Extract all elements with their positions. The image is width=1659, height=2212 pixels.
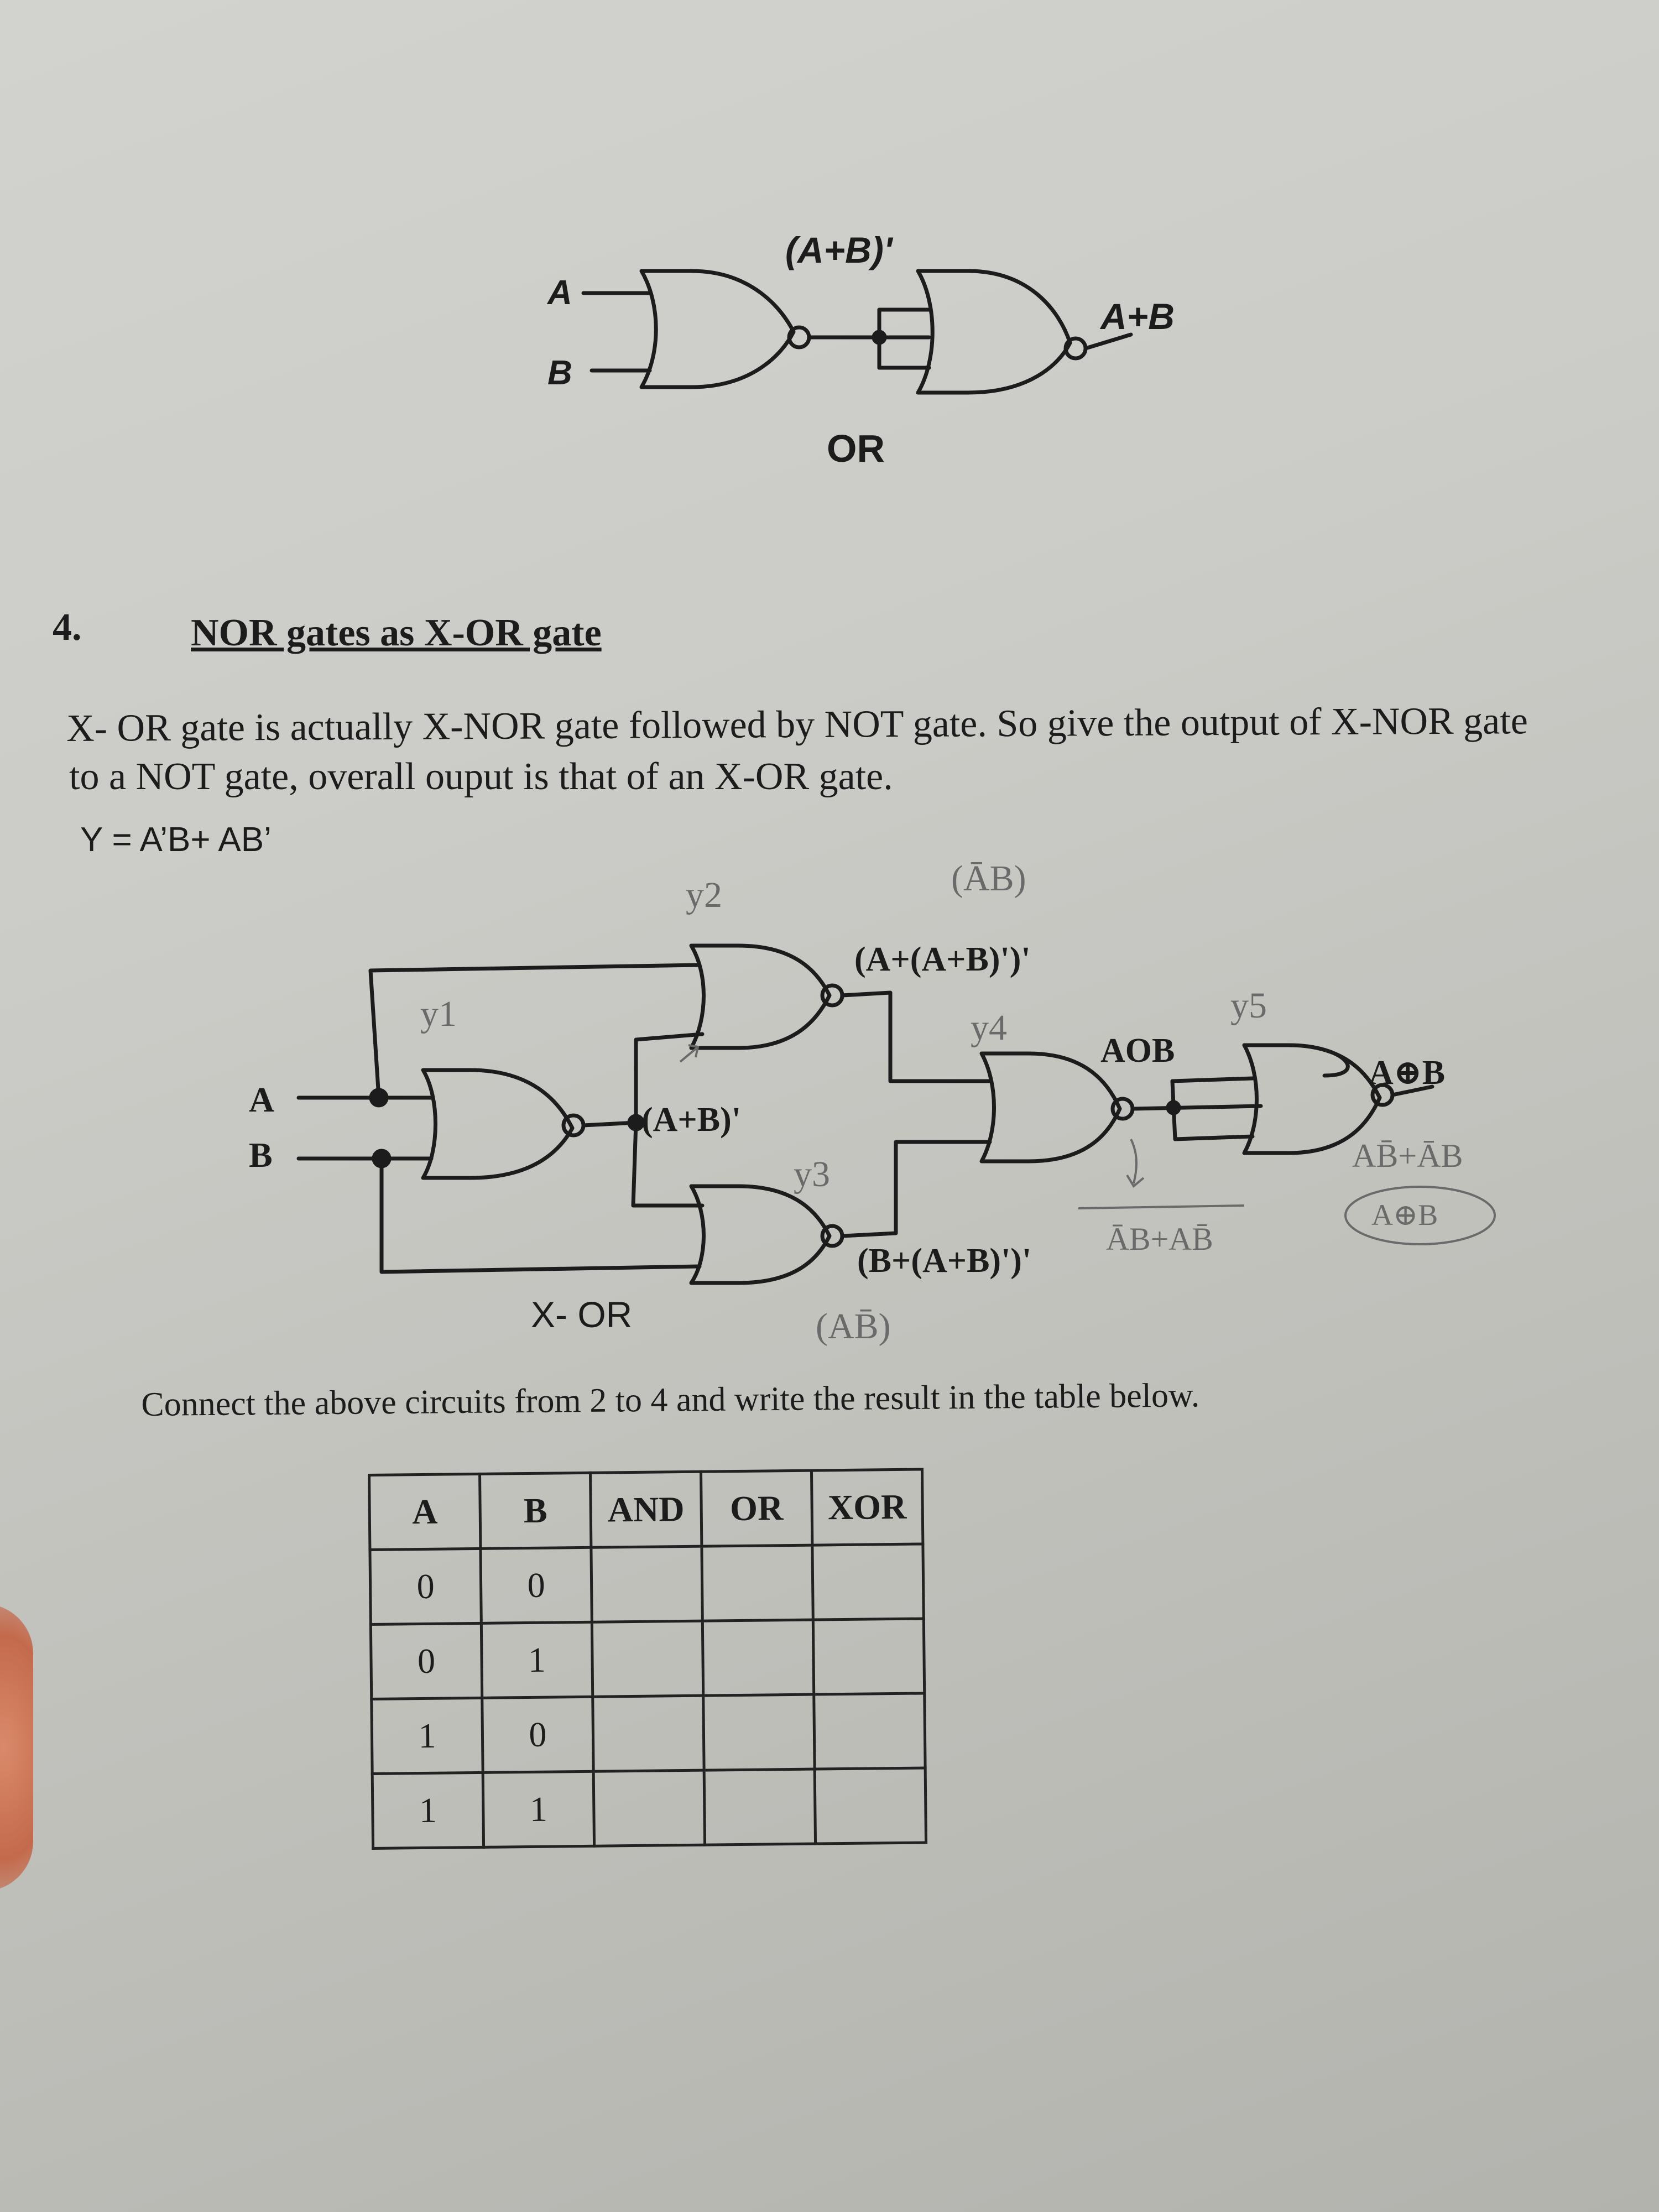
top-nor-gate-1 — [641, 271, 794, 387]
nor-gate-3 — [691, 1186, 830, 1283]
xor-caption: X- OR — [531, 1294, 633, 1335]
gate1-bubble — [564, 1115, 583, 1135]
table-header-cell: XOR — [811, 1469, 922, 1545]
table-cell — [815, 1768, 926, 1844]
table-row — [372, 1768, 926, 1848]
paragraph-line-1: X- OR gate is actually X-NOR gate followed by NOT gate. So give the output of X-NOR gate — [66, 700, 1528, 750]
table-cell — [592, 1621, 703, 1697]
note-y3: y3 — [794, 1154, 830, 1194]
table-cell: 1 — [481, 1622, 592, 1698]
gate3-bubble — [822, 1226, 842, 1246]
table-header-cell: B — [480, 1473, 591, 1548]
top-mid-label: (A+B)' — [785, 229, 893, 270]
table-cell — [593, 1770, 705, 1846]
note-y1: y1 — [420, 994, 457, 1034]
note-a-b-bar: (AB̄) — [816, 1306, 891, 1347]
table-header-cell: A — [369, 1474, 481, 1550]
instruction-text: Connect the above circuits from 2 to 4 and write the result in the table below. — [141, 1376, 1200, 1423]
note-xor-expression: AB̄+ĀB — [1352, 1138, 1463, 1174]
top-caption-or: OR — [827, 427, 885, 470]
table-cell — [812, 1544, 924, 1620]
nor-gate-1 — [423, 1070, 572, 1178]
table-cell — [704, 1769, 815, 1845]
table-cell — [593, 1695, 704, 1771]
top-input-b-label: B — [547, 354, 572, 392]
xor-input-a-label: A — [249, 1080, 275, 1119]
gate1-output-label: (A+B)' — [641, 1101, 741, 1139]
table-row — [370, 1544, 924, 1624]
table-cell: 0 — [371, 1623, 482, 1699]
note-y2: y2 — [686, 875, 722, 915]
xor-label: A⊕B — [1369, 1054, 1446, 1092]
table-header-row — [369, 1469, 923, 1550]
note-a-bar-b: (ĀB) — [951, 858, 1026, 899]
note-xnor-expression: ĀB+AB̄ — [1106, 1221, 1213, 1257]
xnor-label: AOB — [1100, 1032, 1175, 1070]
table-cell: 1 — [372, 1772, 483, 1848]
table-cell — [814, 1693, 925, 1769]
top-nor-gate-2 — [918, 271, 1070, 393]
xor-input-b-label: B — [249, 1135, 273, 1175]
table-cell — [703, 1694, 815, 1770]
table-cell: 0 — [370, 1548, 481, 1624]
top-or-diagram — [583, 271, 1131, 393]
table-cell: 1 — [483, 1771, 594, 1847]
table-row — [371, 1619, 924, 1699]
gate2-output-label: (A+(A+B)')' — [854, 941, 1031, 978]
note-y5: y5 — [1230, 985, 1267, 1026]
note-y4: y4 — [971, 1008, 1007, 1048]
table-cell — [591, 1546, 702, 1622]
equation: Y = A’B+ AB’ — [80, 821, 272, 859]
top-input-a-label: A — [547, 274, 572, 312]
nor-gate-2 — [691, 946, 830, 1048]
section-title: NOR gates as X-OR gate — [191, 612, 602, 654]
nor-gate-5 — [1244, 1045, 1380, 1153]
table-cell — [702, 1620, 813, 1695]
gate4-bubble — [1113, 1099, 1133, 1119]
section-number: 4. — [53, 606, 82, 649]
table-row — [372, 1693, 925, 1773]
table-cell — [813, 1619, 924, 1694]
table-header-cell: OR — [701, 1470, 812, 1546]
note-xor-circled: A⊕B — [1371, 1198, 1438, 1232]
table-cell: 0 — [481, 1547, 592, 1623]
gate2-bubble — [822, 985, 842, 1005]
nor-gate-4 — [982, 1053, 1120, 1161]
table-cell: 0 — [482, 1697, 593, 1772]
table-cell: 1 — [372, 1698, 483, 1773]
top-output-label: A+B — [1100, 296, 1175, 337]
gate3-output-label: (B+(A+B)')' — [857, 1242, 1032, 1280]
truth-table — [368, 1468, 927, 1849]
table-header-cell: AND — [591, 1472, 702, 1547]
paragraph-line-2: to a NOT gate, overall ouput is that of an X-OR gate. — [69, 755, 893, 798]
table-cell — [702, 1545, 813, 1621]
